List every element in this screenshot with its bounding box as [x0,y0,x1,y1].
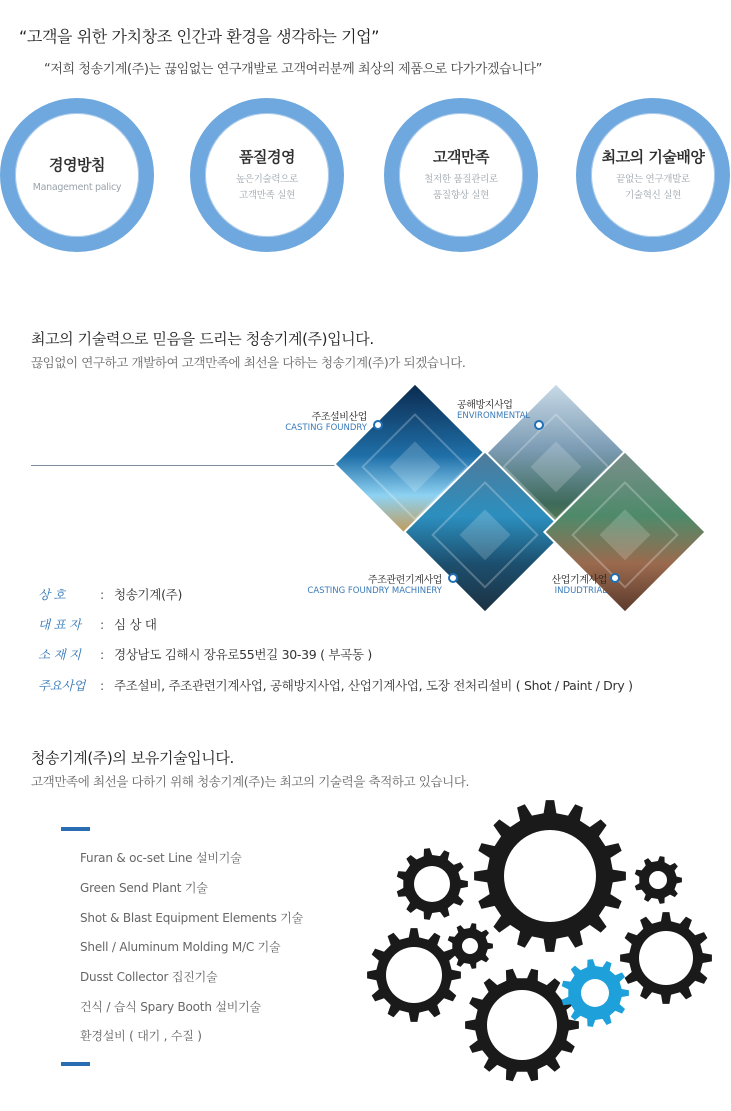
business-label-en: CASTING FOUNDRY MACHINERY [307,586,442,596]
circle-line: 고객만족 실현 [239,190,295,201]
circle-line: Management palicy [32,182,122,193]
info-row-ceo [38,615,157,633]
tech-list-item: 환경설비 ( 대기 , 수질 ) [80,1029,202,1043]
gear-icon [474,800,626,952]
intro-subtitle: “저희 청송기계(주)는 끊임없는 연구개발로 고객여러분께 최상의 제품으로 다가가겠습니다” [44,62,542,77]
marker-dot [534,420,544,430]
gear-icon [620,912,712,1004]
circle-quality-management [190,98,344,252]
business-label-en: INDUDTRIAL [554,586,607,596]
circle-customer-satisfaction [384,98,538,252]
gear-icon [367,928,461,1022]
circle-line: 기술혁신 실현 [625,190,681,201]
circle-best-technology [576,98,730,252]
tech-list-item: 건식 / 습식 Spary Booth 설비기술 [80,1000,261,1014]
tech-list-item: Shell / Aluminum Molding M/C 기술 [80,940,281,954]
info-row-company-name [38,585,182,603]
info-row-address [38,645,372,663]
list-top-bar [61,827,90,831]
circle-title: 고객만족 [433,148,489,166]
business-label-industrial [551,571,607,596]
gear-icon [397,848,468,920]
info-colon: : [100,647,104,662]
marker-dot [373,420,383,430]
info-value: 청송기계(주) [114,587,183,602]
marker-dot [610,573,620,583]
intro-title: “고객을 위한 가치창조 인간과 환경을 생각하는 기업” [19,27,380,46]
circle-line: 끝없는 연구개발로 [616,174,690,185]
business-label-ko: 산업기계사업 [551,575,607,586]
circle-line: 높은기술력으로 [235,174,299,185]
info-colon: : [100,587,104,602]
business-label-casting-machinery [307,571,442,596]
info-value: 심 상 대 [114,617,157,632]
tech-title: 청송기계(주)의 보유기술입니다. [31,749,234,767]
gears-illustration [350,800,720,1100]
circle-title: 경영방침 [49,156,105,174]
circle-title: 최고의 기술배양 [601,148,705,166]
tech-subtitle: 고객만족에 최선을 다하기 위해 청송기계(주)는 최고의 기술력을 축적하고 있습니다. [31,774,470,789]
tech-list-item: Shot & Blast Equipment Elements 기술 [80,911,304,925]
tech-list-item: Green Send Plant 기술 [80,881,208,895]
business-label-casting-foundry [285,408,367,433]
company-title: 최고의 기술력으로 믿음을 드리는 청송기계(주)입니다. [31,330,374,348]
gear-icon [562,959,629,1027]
gear-icon [448,923,493,969]
info-colon: : [100,617,104,632]
info-row-main-business [38,676,633,694]
circle-management-policy [0,98,154,252]
info-key: 주요사업 [38,678,86,693]
info-value: 경상남도 김해시 장유로55번길 30-39 ( 부곡동 ) [114,647,372,662]
list-bottom-bar [61,1062,90,1066]
gear-icon [465,969,579,1082]
tech-list-item: Dusst Collector 집진기술 [80,970,218,984]
info-value: 주조설비, 주조관련기계사업, 공해방지사업, 산업기계사업, 도장 전처리설비 ( Shot / Paint / Dry ) [114,678,633,693]
company-subtitle: 끊임없이 연구하고 개발하여 고객만족에 최선을 다하는 청송기계(주)가 되겠습니다. [31,355,466,370]
circle-title: 품질경영 [239,148,295,166]
business-label-ko: 공해방지사업 [457,400,513,411]
business-label-ko: 주조설비산업 [311,412,367,423]
marker-dot [448,573,458,583]
business-label-en: ENVIRONMENTAL [457,411,531,421]
circle-line: 철저한 품질관리로 [424,174,498,185]
business-label-en: CASTING FOUNDRY [285,423,367,433]
divider-line [31,465,356,466]
info-key: 소 재 지 [38,647,81,662]
circle-line: 품질향상 실현 [433,190,489,201]
info-key: 상 호 [38,587,66,602]
info-key: 대 표 자 [38,617,81,632]
business-label-environmental [457,396,530,421]
business-label-ko: 주조관련기계사업 [367,575,442,586]
gear-icon [635,856,682,904]
tech-list-item: Furan & oc-set Line 설비기술 [80,851,242,865]
info-colon: : [100,678,104,693]
